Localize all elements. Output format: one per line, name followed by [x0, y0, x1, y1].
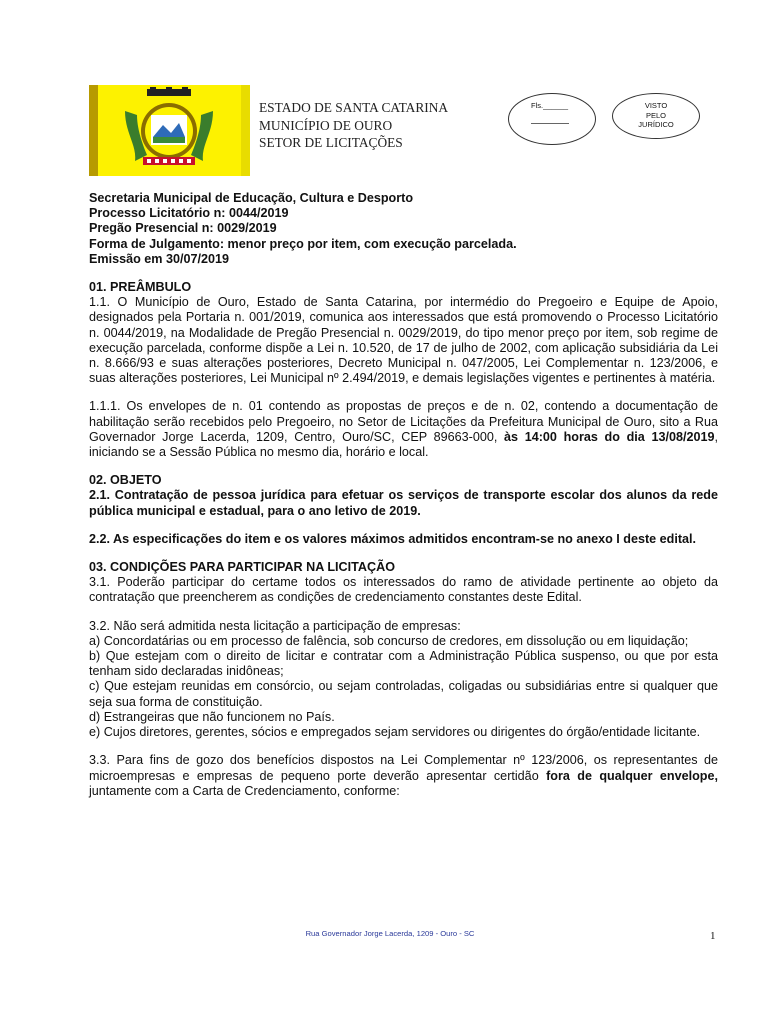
section-02-paragraph-1: 2.1. Contratação de pessoa jurídica para efetuar os serviços de transporte escolar dos alunos da rede pública municipal e estadual, para o ano letivo de 2019. [89, 488, 718, 518]
list-item: e) Cujos diretores, gerentes, sócios e empregados sejam servidores ou dirigentes do órgão/entidade licitante. [89, 725, 701, 740]
p2-text-a: 1.1.1. Os envelopes de n. 01 contendo as propostas de preços e de n. 02, contendo a documentação de habilitação serão recebidos pelo Pregoeiro, no Setor de Licitações da Prefeitura Municipal de Ouro, sito a Rua Governador Jorge Lacerda, 1209, Centro, Ouro/SC, CEP 89663-000, [89, 399, 718, 444]
section-03-paragraph-1: 3.1. Poderão participar do certame todos os interessados do ramo de atividade pertinente ao objeto da contratação que preencherem as condições de credenciamento constantes deste Edital. [89, 575, 718, 605]
legal-approval-stamp [612, 93, 700, 139]
list-item: c) Que estejam reunidas em consórcio, ou sejam controladas, coligadas ou subsidiárias entre si qualquer que seja sua forma de constituição. [89, 679, 718, 709]
section-01-paragraph-2 [89, 399, 718, 460]
p3-text-a: 3.3. Para fins de gozo dos benefícios dispostos na Lei Complementar nº 123/2006, os representantes de microempresas e empresas de pequeno porte deverão apresentar certidão [89, 753, 718, 783]
p2-text-c: , iniciando se a Sessão Pública no mesmo dia, horário e local. [89, 429, 718, 460]
visto-line-1: VISTO [644, 101, 668, 110]
letterhead [259, 99, 448, 152]
fls-label: Fls.______ [531, 101, 569, 110]
section-03-paragraph-2-intro: 3.2. Não será admitida nesta licitação a participação de empresas: [89, 618, 461, 633]
municipal-coat-of-arms-logo [89, 85, 250, 176]
list-item: d) Estrangeiras que não funcionem no País. [89, 709, 335, 724]
section-03-paragraph-3 [89, 753, 718, 799]
section-01-title: 01. PREÂMBULO [89, 280, 192, 295]
letterhead-sector: SETOR DE LICITAÇÕES [259, 135, 403, 150]
page-number: 1 [710, 930, 716, 942]
visto-text [613, 101, 699, 130]
letterhead-state: ESTADO DE SANTA CATARINA [259, 100, 449, 115]
visto-line-2: PELO [645, 110, 666, 120]
intro-judgment-form: Forma de Julgamento: menor preço por item, com execução parcelada. [89, 236, 517, 251]
section-03-title: 03. CONDIÇÕES PARA PARTICIPAR NA LICITAÇÃO [89, 560, 395, 575]
document-body [89, 191, 718, 799]
fls-signature-line [531, 123, 569, 124]
intro-issue-date: Emissão em 30/07/2019 [89, 251, 230, 266]
section-02-title: 02. OBJETO [89, 473, 162, 488]
coat-of-arms-icon [89, 85, 250, 176]
p3-emphasis: fora de qualquer envelope, [546, 768, 718, 783]
page-number-stamp [508, 93, 596, 145]
intro-pregao-number: Pregão Presencial n: 0029/2019 [89, 221, 277, 236]
session-datetime: às 14:00 horas do dia 13/08/2019 [504, 429, 715, 444]
intro-secretariat: Secretaria Municipal de Educação, Cultura e Desporto [89, 191, 414, 205]
intro-process-number: Processo Licitatório n: 0044/2019 [89, 206, 289, 221]
list-item: b) Que estejam com o direito de licitar e contratar com a Administração Pública suspenso, ou que por esta tenham sido declaradas inidôneas; [89, 649, 718, 679]
letterhead-municipality: MUNICÍPIO DE OURO [259, 117, 393, 133]
p3-text-c: juntamente com a Carta de Credenciamento, conforme: [89, 783, 400, 798]
footer-address: Rua Governador Jorge Lacerda, 1209 - Ouro - SC [305, 929, 475, 938]
section-01-paragraph-1: 1.1. O Município de Ouro, Estado de Santa Catarina, por intermédio do Pregoeiro e Equipe de Apoio, designados pela Portaria n. 001/2019, comunica aos interessados que está promovendo o Processo Licitatório n. 0044/2019, na Modalidade de Pregão Presencial n. 0029/2019, do tipo menor preço por item, sob regime de execução parcelada, conforme dispõe a Lei n. 10.520, de 17 de julho de 2002, com aplicação subsidiária da Lei n. 8.666/93 e suas alterações posteriores, Decreto Municipal n. 047/2005, Lei Complementar n. 123/2006, e suas alterações posteriores, Lei Municipal nº 2.494/2019, e demais legislações vigentes e pertinentes à matéria. [89, 295, 718, 386]
list-item: a) Concordatárias ou em processo de falência, sob concurso de credores, em dissolução ou em liquidação; [89, 633, 689, 648]
section-02-paragraph-2: 2.2. As especificações do item e os valores máximos admitidos encontram-se no anexo I deste edital. [89, 531, 697, 546]
visto-line-3: JURÍDICO [638, 120, 674, 129]
